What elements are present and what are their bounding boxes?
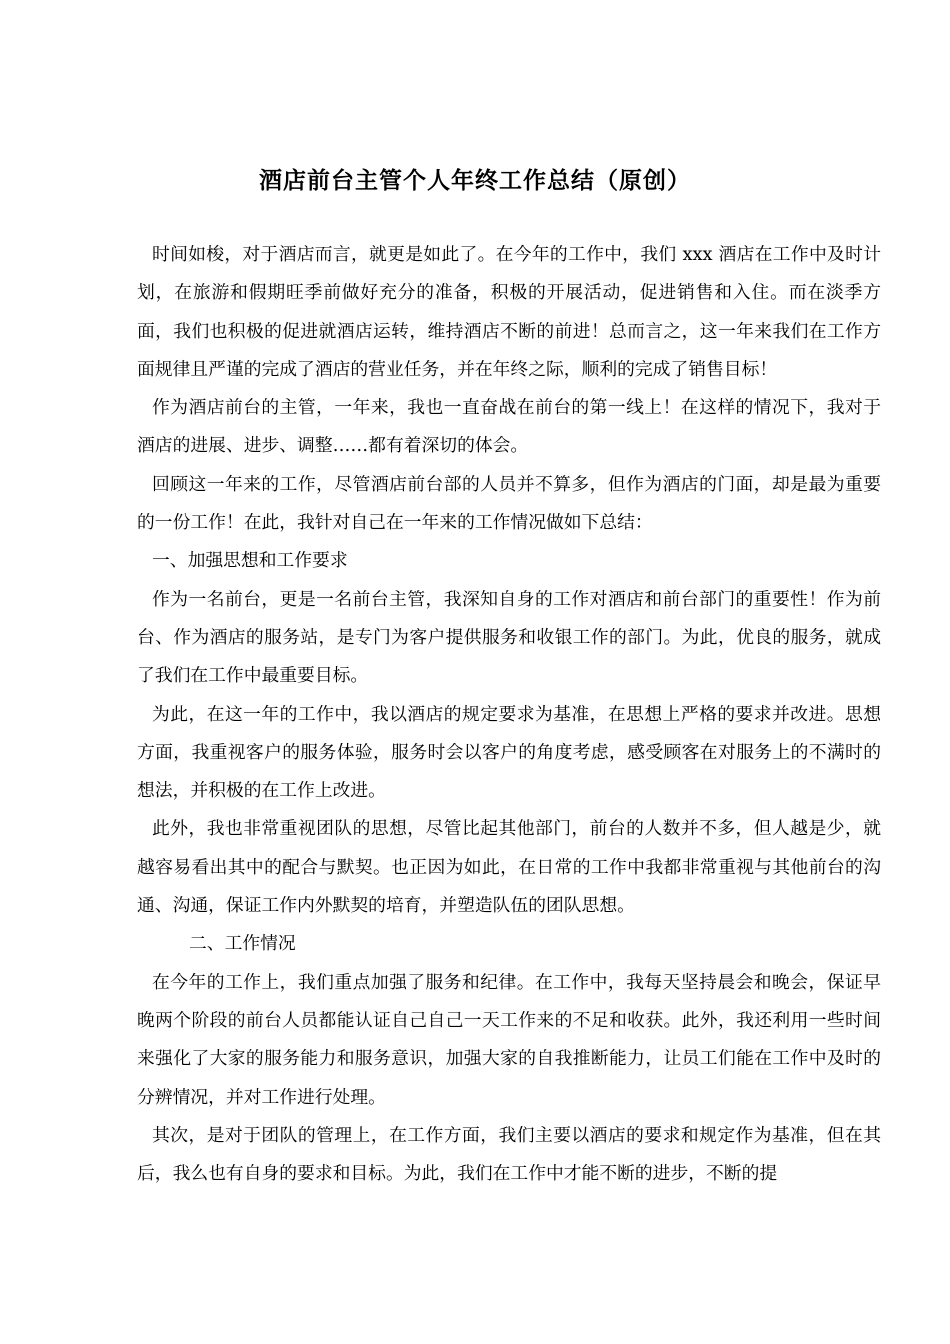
- paragraph-importance: 作为一名前台，更是一名前台主管，我深知自身的工作对酒店和前台部门的重要性！作为前台、作为酒店的服务站，是专门为客户提供服务和收银工作的部门。为此，优良的服务，就成了我们在工作中最重要目标。: [137, 588, 881, 687]
- document-title: 酒店前台主管个人年终工作总结（原创）: [259, 168, 691, 195]
- section-heading-work: 二、工作情况: [189, 933, 296, 955]
- section-heading-thinking: 一、加强思想和工作要求: [152, 550, 348, 572]
- paragraph-review: 回顾这一年来的工作，尽管酒店前台部的人员并不算多，但作为酒店的门面，却是最为重要的一份工作！在此，我针对自己在一年来的工作情况做如下总结：: [137, 473, 881, 534]
- paragraph-service-discipline: 在今年的工作上，我们重点加强了服务和纪律。在工作中，我每天坚持晨会和晚会，保证早晚两个阶段的前台人员都能认证自己自己一天工作来的不足和收获。此外，我还利用一些时间来强化了大家的服务能力和服务意识，加强大家的自我推断能力，让员工们能在工作中及时的分辨情况，并对工作进行处理。: [137, 971, 881, 1108]
- paragraph-role: 作为酒店前台的主管，一年来，我也一直奋战在前台的第一线上！在这样的情况下，我对于酒店的进展、进步、调整……都有着深切的体会。: [137, 397, 881, 457]
- paragraph-team-management: 其次，是对于团队的管理上，在工作方面，我们主要以酒店的要求和规定作为基准，但在其后，我么也有自身的要求和目标。为此，我们在工作中才能不断的进步，不断的提: [137, 1124, 881, 1185]
- paragraph-intro: 时间如梭，对于酒店而言，就更是如此了。在今年的工作中，我们 xxx 酒店在工作中及时计划，在旅游和假期旺季前做好充分的准备，积极的开展活动，促进销售和入住。而在淡季方面，我们也积极的促进就酒店运转，维持酒店不断的前进！总而言之，这一年来我们在工作方面规律且严谨的完成了酒店的营业任务，并在年终之际，顺利的完成了销售目标！: [137, 244, 881, 380]
- paragraph-team-thinking: 此外，我也非常重视团队的思想，尽管比起其他部门，前台的人数并不多，但人越是少，就越容易看出其中的配合与默契。也正因为如此，在日常的工作中我都非常重视与其他前台的沟通、沟通，保证工作内外默契的培育，并塑造队伍的团队思想。: [137, 818, 881, 917]
- document-body: [137, 236, 881, 1193]
- paragraph-standards: 为此，在这一年的工作中，我以酒店的规定要求为基准，在思想上严格的要求并改进。思想方面，我重视客户的服务体验，服务时会以客户的角度考虑，感受顾客在对服务上的不满时的想法，并积极的在工作上改进。: [137, 703, 881, 802]
